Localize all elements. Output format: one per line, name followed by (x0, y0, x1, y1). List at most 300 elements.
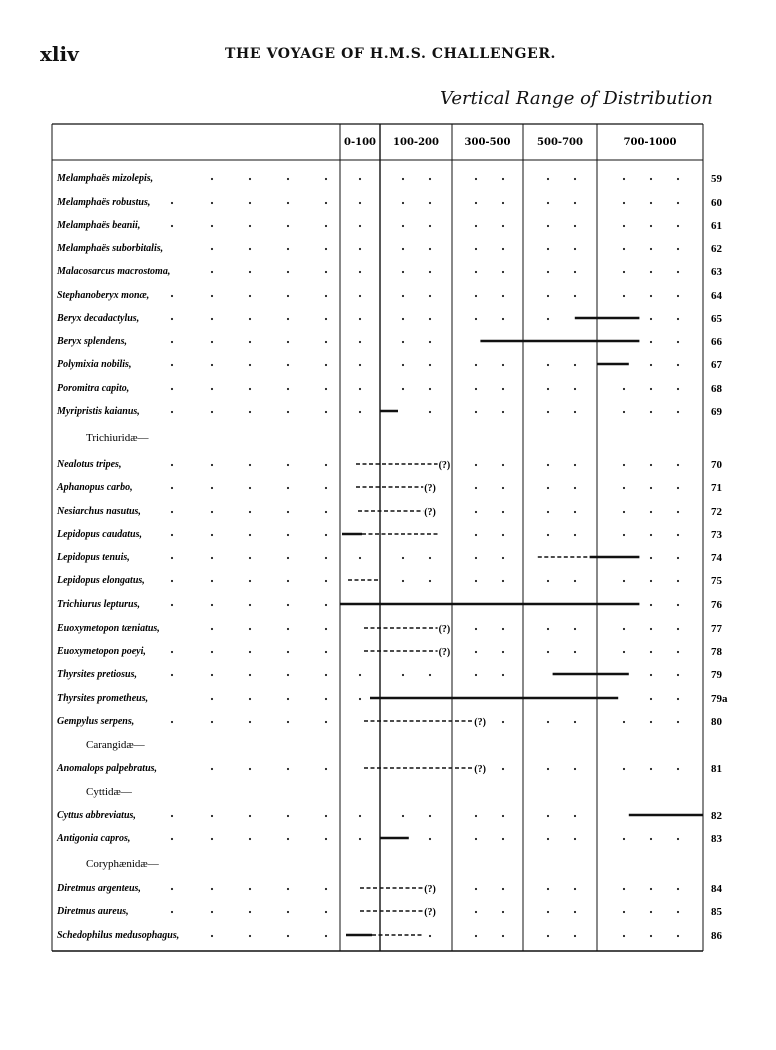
column-dot (677, 487, 679, 489)
page-reference: 81 (711, 763, 722, 775)
leader-dot (325, 534, 327, 536)
column-dot (359, 248, 361, 250)
species-name: Melamphaës mizolepis, (57, 173, 154, 184)
leader-dot (287, 838, 289, 840)
leader-dot (171, 388, 173, 390)
column-dot (547, 464, 549, 466)
column-dot (402, 557, 404, 559)
leader-dot (211, 698, 213, 700)
column-dot (475, 911, 477, 913)
column-dot (623, 935, 625, 937)
leader-dot (325, 557, 327, 559)
leader-dot (171, 911, 173, 913)
page-reference: 69 (711, 406, 722, 418)
column-dot (574, 580, 576, 582)
uncertain-mark: (?) (438, 647, 451, 658)
page-reference: 71 (711, 482, 722, 494)
leader-dot (249, 580, 251, 582)
column-dot (475, 651, 477, 653)
column-dot (623, 534, 625, 536)
species-name: Euoxymetopon poeyi, (57, 646, 146, 657)
leader-dot (211, 248, 213, 250)
leader-dot (325, 464, 327, 466)
column-dot (359, 557, 361, 559)
leader-dot (171, 534, 173, 536)
column-dot (402, 580, 404, 582)
page-reference: 77 (711, 623, 722, 635)
leader-dot (171, 464, 173, 466)
column-dot (574, 651, 576, 653)
column-dot (502, 557, 504, 559)
species-name: Schedophilus medusophagus, (57, 930, 180, 941)
leader-dot (249, 318, 251, 320)
column-dot (574, 295, 576, 297)
column-dot (650, 411, 652, 413)
leader-dot (325, 364, 327, 366)
column-dot (623, 178, 625, 180)
leader-dot (249, 534, 251, 536)
column-dot (475, 464, 477, 466)
leader-dot (249, 651, 251, 653)
column-dot (402, 178, 404, 180)
species-name: Melamphaës beanii, (57, 220, 141, 231)
column-dot (429, 815, 431, 817)
species-name: Euoxymetopon tæniatus, (57, 623, 160, 634)
column-dot (359, 271, 361, 273)
leader-dot (287, 628, 289, 630)
column-header: 500-700 (537, 137, 583, 148)
column-dot (402, 674, 404, 676)
leader-dot (171, 364, 173, 366)
column-dot (547, 815, 549, 817)
column-dot (574, 364, 576, 366)
column-dot (475, 248, 477, 250)
species-name: Aphanopus carbo, (57, 482, 133, 493)
column-dot (359, 411, 361, 413)
column-dot (475, 487, 477, 489)
column-dot (574, 628, 576, 630)
column-dot (429, 935, 431, 937)
page-reference: 78 (711, 646, 722, 658)
column-dot (574, 271, 576, 273)
column-dot (574, 935, 576, 937)
column-dot (650, 838, 652, 840)
leader-dot (249, 888, 251, 890)
leader-dot (249, 225, 251, 227)
column-dot (429, 557, 431, 559)
leader-dot (211, 411, 213, 413)
column-dot (677, 557, 679, 559)
leader-dot (287, 911, 289, 913)
species-name: Thyrsites prometheus, (57, 693, 149, 704)
leader-dot (249, 487, 251, 489)
leader-dot (171, 487, 173, 489)
leader-dot (171, 202, 173, 204)
column-dot (677, 580, 679, 582)
leader-dot (287, 487, 289, 489)
leader-dot (171, 838, 173, 840)
leader-dot (211, 318, 213, 320)
page-reference: 70 (711, 459, 722, 471)
column-dot (623, 651, 625, 653)
species-name: Anomalops palpebratus, (57, 763, 158, 774)
leader-dot (325, 651, 327, 653)
column-dot (677, 295, 679, 297)
column-dot (574, 815, 576, 817)
column-dot (623, 271, 625, 273)
column-dot (359, 815, 361, 817)
leader-dot (325, 202, 327, 204)
leader-dot (211, 202, 213, 204)
uncertain-mark: (?) (474, 717, 486, 728)
column-dot (677, 721, 679, 723)
leader-dot (249, 411, 251, 413)
column-dot (502, 388, 504, 390)
column-dot (402, 815, 404, 817)
leader-dot (287, 651, 289, 653)
column-dot (475, 318, 477, 320)
species-name: Gempylus serpens, (57, 716, 135, 727)
leader-dot (287, 464, 289, 466)
leader-dot (171, 888, 173, 890)
leader-dot (211, 651, 213, 653)
column-dot (677, 534, 679, 536)
column-dot (650, 388, 652, 390)
column-dot (650, 768, 652, 770)
column-dot (475, 295, 477, 297)
page-reference: 79 (711, 669, 722, 681)
column-dot (359, 674, 361, 676)
column-dot (547, 411, 549, 413)
leader-dot (249, 271, 251, 273)
column-dot (359, 318, 361, 320)
uncertain-mark: (?) (424, 884, 436, 895)
column-dot (623, 202, 625, 204)
column-dot (502, 888, 504, 890)
species-name: Lepidopus caudatus, (57, 529, 143, 540)
column-dot (650, 628, 652, 630)
column-dot (574, 388, 576, 390)
column-header: 700-1000 (623, 137, 677, 148)
page-reference: 79a (711, 693, 728, 705)
column-dot (547, 295, 549, 297)
column-dot (623, 225, 625, 227)
column-dot (502, 768, 504, 770)
leader-dot (171, 815, 173, 817)
column-dot (475, 364, 477, 366)
page-reference: 85 (711, 906, 722, 918)
column-dot (547, 838, 549, 840)
column-dot (574, 838, 576, 840)
column-dot (475, 580, 477, 582)
leader-dot (325, 838, 327, 840)
column-dot (623, 511, 625, 513)
column-dot (677, 935, 679, 937)
column-dot (650, 487, 652, 489)
column-dot (402, 295, 404, 297)
column-dot (677, 768, 679, 770)
column-dot (402, 271, 404, 273)
leader-dot (171, 318, 173, 320)
column-dot (677, 651, 679, 653)
leader-dot (249, 628, 251, 630)
leader-dot (325, 511, 327, 513)
column-dot (402, 248, 404, 250)
species-name: Beryx splendens, (57, 336, 127, 347)
column-dot (402, 341, 404, 343)
column-dot (547, 202, 549, 204)
column-dot (502, 411, 504, 413)
column-dot (677, 248, 679, 250)
leader-dot (211, 225, 213, 227)
column-dot (359, 341, 361, 343)
page-reference: 66 (711, 336, 722, 348)
species-name: Cyttus abbreviatus, (57, 810, 136, 821)
leader-dot (249, 364, 251, 366)
leader-dot (325, 271, 327, 273)
column-dot (475, 674, 477, 676)
column-dot (475, 511, 477, 513)
column-dot (359, 364, 361, 366)
family-heading: Coryphænidæ— (86, 858, 159, 870)
leader-dot (249, 557, 251, 559)
column-dot (650, 271, 652, 273)
leader-dot (287, 815, 289, 817)
page-reference: 86 (711, 930, 722, 942)
column-dot (429, 674, 431, 676)
column-dot (547, 248, 549, 250)
species-name: Malacosarcus macrostoma, (57, 266, 171, 277)
leader-dot (211, 935, 213, 937)
leader-dot (211, 464, 213, 466)
uncertain-mark: (?) (424, 907, 436, 918)
column-dot (574, 487, 576, 489)
page-reference: 67 (711, 359, 722, 371)
column-dot (677, 341, 679, 343)
leader-dot (287, 768, 289, 770)
column-dot (650, 911, 652, 913)
column-dot (475, 815, 477, 817)
column-dot (502, 651, 504, 653)
column-dot (574, 534, 576, 536)
column-dot (623, 721, 625, 723)
leader-dot (171, 557, 173, 559)
column-dot (677, 388, 679, 390)
leader-dot (287, 202, 289, 204)
leader-dot (325, 721, 327, 723)
column-dot (429, 271, 431, 273)
column-dot (475, 534, 477, 536)
leader-dot (171, 651, 173, 653)
column-dot (650, 557, 652, 559)
leader-dot (287, 295, 289, 297)
leader-dot (171, 295, 173, 297)
leader-dot (325, 768, 327, 770)
leader-dot (211, 628, 213, 630)
column-dot (650, 674, 652, 676)
leader-dot (325, 487, 327, 489)
column-dot (429, 364, 431, 366)
column-dot (475, 202, 477, 204)
column-dot (623, 487, 625, 489)
leader-dot (249, 838, 251, 840)
column-dot (650, 464, 652, 466)
page-reference: 73 (711, 529, 722, 541)
column-dot (502, 248, 504, 250)
column-dot (677, 838, 679, 840)
table-title: Vertical Range of Distribution (440, 88, 713, 109)
column-dot (502, 295, 504, 297)
column-dot (429, 202, 431, 204)
leader-dot (171, 225, 173, 227)
column-dot (650, 202, 652, 204)
leader-dot (249, 815, 251, 817)
column-dot (677, 604, 679, 606)
species-name: Nealotus tripes, (57, 459, 122, 470)
leader-dot (171, 580, 173, 582)
column-dot (502, 487, 504, 489)
column-dot (650, 721, 652, 723)
column-dot (574, 888, 576, 890)
column-dot (547, 888, 549, 890)
leader-dot (211, 295, 213, 297)
uncertain-mark: (?) (438, 460, 451, 471)
species-name: Melamphaës suborbitalis, (57, 243, 164, 254)
leader-dot (211, 815, 213, 817)
column-dot (623, 911, 625, 913)
column-dot (547, 768, 549, 770)
column-dot (650, 604, 652, 606)
page-reference: 82 (711, 810, 722, 822)
column-dot (402, 202, 404, 204)
column-dot (677, 674, 679, 676)
column-dot (547, 651, 549, 653)
running-title: THE VOYAGE OF H.M.S. CHALLENGER. (225, 46, 557, 62)
column-dot (650, 698, 652, 700)
column-dot (623, 388, 625, 390)
page-reference: 61 (711, 220, 722, 232)
leader-dot (249, 604, 251, 606)
column-dot (502, 364, 504, 366)
column-dot (574, 911, 576, 913)
leader-dot (287, 178, 289, 180)
column-dot (402, 364, 404, 366)
leader-dot (211, 580, 213, 582)
column-dot (623, 580, 625, 582)
column-dot (475, 225, 477, 227)
column-dot (650, 295, 652, 297)
column-dot (650, 225, 652, 227)
column-dot (677, 225, 679, 227)
species-name: Diretmus aureus, (57, 906, 129, 917)
leader-dot (211, 487, 213, 489)
column-dot (402, 388, 404, 390)
leader-dot (211, 271, 213, 273)
leader-dot (249, 388, 251, 390)
column-dot (502, 674, 504, 676)
species-name: Melamphaës robustus, (57, 197, 151, 208)
leader-dot (325, 935, 327, 937)
column-dot (359, 295, 361, 297)
column-dot (677, 202, 679, 204)
uncertain-mark: (?) (438, 624, 451, 635)
column-dot (574, 411, 576, 413)
column-dot (475, 388, 477, 390)
leader-dot (249, 295, 251, 297)
column-header: 100-200 (393, 137, 439, 148)
leader-dot (249, 768, 251, 770)
leader-dot (287, 318, 289, 320)
column-dot (502, 721, 504, 723)
leader-dot (287, 698, 289, 700)
page-reference: 68 (711, 383, 722, 395)
column-dot (677, 628, 679, 630)
leader-dot (325, 628, 327, 630)
leader-dot (211, 604, 213, 606)
leader-dot (249, 721, 251, 723)
species-name: Lepidopus elongatus, (57, 575, 145, 586)
leader-dot (249, 248, 251, 250)
column-dot (677, 911, 679, 913)
column-dot (502, 815, 504, 817)
leader-dot (171, 721, 173, 723)
column-dot (623, 628, 625, 630)
column-dot (547, 487, 549, 489)
page-reference: 72 (711, 506, 722, 518)
leader-dot (287, 248, 289, 250)
family-heading: Trichiuridæ— (86, 432, 149, 444)
page-reference: 64 (711, 290, 722, 302)
leader-dot (211, 911, 213, 913)
column-dot (547, 628, 549, 630)
leader-dot (249, 464, 251, 466)
leader-dot (211, 511, 213, 513)
column-dot (429, 178, 431, 180)
column-dot (475, 888, 477, 890)
leader-dot (249, 698, 251, 700)
column-dot (547, 225, 549, 227)
column-dot (677, 364, 679, 366)
column-dot (650, 651, 652, 653)
uncertain-mark: (?) (424, 507, 436, 518)
column-dot (402, 318, 404, 320)
leader-dot (287, 557, 289, 559)
family-heading: Cyttidæ— (86, 786, 132, 798)
page-number: xliv (40, 42, 79, 66)
column-dot (677, 698, 679, 700)
column-dot (359, 225, 361, 227)
species-name: Myripristis kaianus, (57, 406, 140, 417)
leader-dot (211, 388, 213, 390)
leader-dot (249, 178, 251, 180)
species-name: Nesiarchus nasutus, (57, 506, 141, 517)
column-dot (429, 225, 431, 227)
page-reference: 65 (711, 313, 722, 325)
column-dot (429, 295, 431, 297)
page-reference: 74 (711, 552, 722, 564)
column-dot (359, 698, 361, 700)
page-reference: 59 (711, 173, 722, 185)
leader-dot (287, 534, 289, 536)
column-dot (402, 225, 404, 227)
page-reference: 62 (711, 243, 722, 255)
leader-dot (211, 534, 213, 536)
column-dot (429, 580, 431, 582)
column-dot (502, 534, 504, 536)
leader-dot (171, 341, 173, 343)
column-dot (359, 202, 361, 204)
column-dot (650, 580, 652, 582)
